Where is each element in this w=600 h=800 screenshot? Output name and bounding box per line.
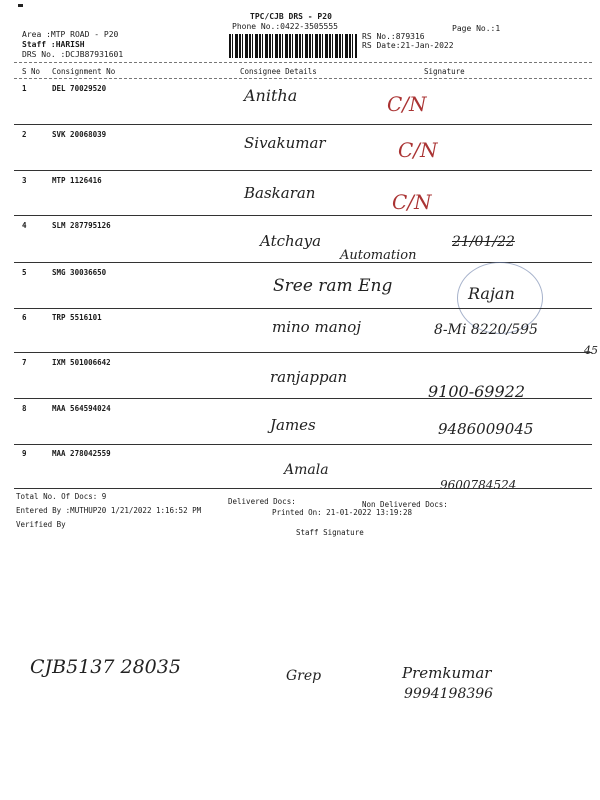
row-consignment: SVK 20068039 xyxy=(52,130,107,139)
row-consignee: Amala xyxy=(284,462,329,478)
drs-title: TPC/CJB DRS - P20 xyxy=(250,12,332,21)
row-sno: 8 xyxy=(22,404,27,413)
row-signature-extra: 45 xyxy=(584,344,598,357)
row-divider xyxy=(14,308,592,309)
corner-mark xyxy=(18,4,23,7)
row-consignee: Baskaran xyxy=(244,184,316,202)
row-signature: C/N xyxy=(398,138,438,162)
row-consignment: MAA 564594024 xyxy=(52,404,111,413)
row-consignee: Sivakumar xyxy=(244,134,326,152)
row-consignment: SMG 30036650 xyxy=(52,268,107,277)
staff-signature: Staff Signature xyxy=(296,528,364,537)
row-sno: 5 xyxy=(22,268,27,277)
row-divider xyxy=(14,444,592,445)
row-consignment: MAA 278042559 xyxy=(52,449,111,458)
phone-number: Phone No.:0422-3505555 xyxy=(232,22,338,31)
row-signature: 8-Mi 8220/595 xyxy=(434,322,538,338)
row-consignment: IXM 501006642 xyxy=(52,358,111,367)
row-sno: 3 xyxy=(22,176,27,185)
row-consignee: Atchaya xyxy=(260,232,322,250)
row-consignee: Sree ram Eng xyxy=(273,276,393,296)
row-divider xyxy=(14,352,592,353)
col-consignment: Consignment No xyxy=(52,67,116,76)
row-signature: 9486009045 xyxy=(438,420,534,438)
handwritten-name: Premkumar xyxy=(402,664,492,682)
row-divider xyxy=(14,215,592,216)
row-consignee: mino manoj xyxy=(272,318,361,336)
row-consignment: MTP 1126416 xyxy=(52,176,102,185)
col-details: Consignee Details xyxy=(240,67,317,76)
entered-by: Entered By :MUTHUP20 1/21/2022 1:16:52 PM xyxy=(16,506,202,515)
row-sno: 2 xyxy=(22,130,27,139)
rs-date: RS Date:21-Jan-2022 xyxy=(362,41,454,50)
row-signature: 9600784524 xyxy=(440,478,517,492)
row-divider xyxy=(14,170,592,171)
row-consignee: ranjappan xyxy=(270,368,348,386)
row-consignment: DEL 70029520 xyxy=(52,84,107,93)
col-sno: S No xyxy=(22,67,41,76)
row-sno: 6 xyxy=(22,313,27,322)
header-divider-bottom xyxy=(14,78,592,79)
col-signature: Signature xyxy=(424,67,465,76)
page-number: Page No.:1 xyxy=(452,24,501,33)
non-delivered-docs: Non Delivered Docs: xyxy=(362,500,448,509)
printed-on: Printed On: 21-01-2022 13:19:28 xyxy=(272,508,412,517)
row-consignment: TRP 5516101 xyxy=(52,313,102,322)
row-sno: 1 xyxy=(22,84,27,93)
row-divider xyxy=(14,488,592,489)
delivered-docs: Delivered Docs: xyxy=(228,497,296,506)
handwritten-code: CJB5137 28035 xyxy=(30,656,181,678)
row-divider xyxy=(14,398,592,399)
header-divider-top xyxy=(14,62,592,63)
row-sno: 9 xyxy=(22,449,27,458)
row-signature: C/N xyxy=(392,190,432,214)
area-label: Area :MTP ROAD - P20 xyxy=(22,30,119,39)
row-signature: Rajan xyxy=(468,284,515,303)
row-consignment: SLM 287795126 xyxy=(52,221,111,230)
barcode xyxy=(229,34,357,58)
row-sno: 7 xyxy=(22,358,27,367)
row-consignee-line2: Automation xyxy=(340,248,417,263)
row-consignee: James xyxy=(270,416,316,434)
staff-label: Staff :HARISH xyxy=(22,40,85,49)
handwritten-note: Grep xyxy=(286,668,322,684)
row-divider xyxy=(14,124,592,125)
rs-number: RS No.:879316 xyxy=(362,32,425,41)
row-signature: 21/01/22 xyxy=(452,234,515,250)
total-docs: Total No. Of Docs: 9 xyxy=(16,492,107,501)
handwritten-phone: 9994198396 xyxy=(404,686,494,702)
verified-by: Verified By xyxy=(16,520,66,529)
row-sno: 4 xyxy=(22,221,27,230)
row-consignee: Anitha xyxy=(244,86,298,105)
row-signature: C/N xyxy=(387,92,427,116)
drs-number: DRS No. :DCJB87931601 xyxy=(22,50,124,59)
row-signature: 9100-69922 xyxy=(428,382,526,401)
